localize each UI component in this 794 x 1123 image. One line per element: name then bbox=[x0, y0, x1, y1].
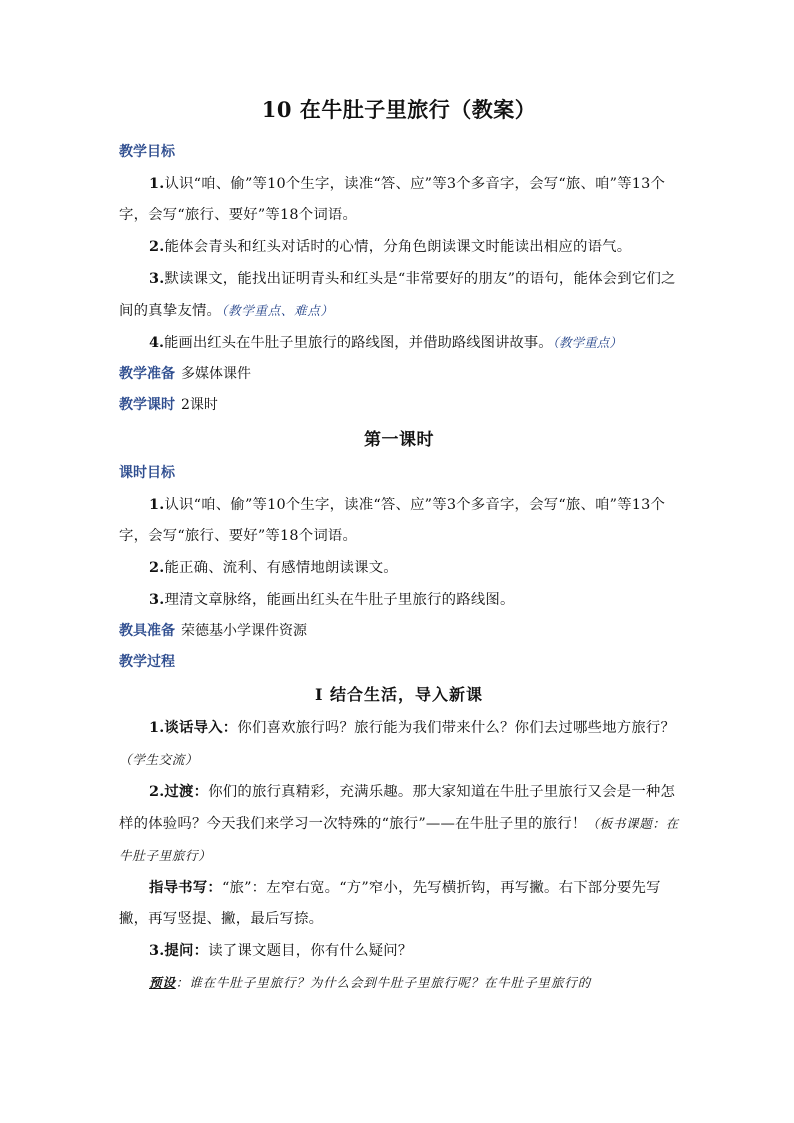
process-step-3-text: 读了课文题目，你有什么疑问？ bbox=[208, 943, 413, 959]
teaching-tools bbox=[119, 616, 679, 647]
process-writing-guide-label: 指导书写： bbox=[149, 879, 222, 896]
teaching-hours-label: 教学课时 bbox=[119, 397, 175, 413]
goal-item-3 bbox=[119, 263, 679, 327]
lesson-goal-1 bbox=[119, 489, 679, 552]
process-preset-label: 预设 bbox=[149, 975, 176, 990]
goal-item-3-text: 默读课文，能找出证明青头和红头是“非常要好的朋友”的语句，能体会到它们之间的真挚友情。 bbox=[119, 271, 676, 319]
goal-item-4 bbox=[119, 327, 679, 359]
goal-item-4-text: 能画出红头在牛肚子里旅行的路线图，并借助路线图讲故事。 bbox=[164, 335, 553, 351]
teaching-goals-heading: 教学目标 bbox=[119, 144, 175, 160]
goal-item-3-note: （教学重点、难点） bbox=[221, 303, 334, 318]
lesson-goal-3-number: 3. bbox=[149, 591, 165, 608]
document-page bbox=[119, 95, 679, 998]
document-title: 10 在牛肚子里旅行（教案） bbox=[261, 97, 537, 122]
process-step-1-label: 1.谈话导入： bbox=[149, 719, 238, 736]
lesson-goal-2 bbox=[119, 552, 679, 584]
goal-item-3-number: 3. bbox=[149, 270, 165, 287]
process-step-2-note: （板书课题：在牛肚子里旅行） bbox=[119, 816, 679, 863]
goal-item-4-number: 4. bbox=[149, 334, 165, 351]
goal-item-4-note: （教学重点） bbox=[552, 335, 622, 350]
section-1-title: Ⅰ 结合生活，导入新课 bbox=[314, 685, 484, 704]
process-preset-text: ：谁在牛肚子里旅行？为什么会到牛肚子里旅行呢？在牛肚子里旅行的 bbox=[175, 975, 592, 990]
process-writing-guide bbox=[119, 872, 679, 935]
teaching-prep bbox=[119, 359, 679, 390]
process-preset bbox=[119, 967, 679, 998]
process-writing-guide-text: “旅”：左窄右宽。“方”窄小，先写横折钩，再写撇。右下部分要先写撇，再写竖提、撇，最后写捺。 bbox=[119, 880, 661, 927]
lesson-goal-1-number: 1. bbox=[149, 496, 165, 513]
goal-item-2-number: 2. bbox=[149, 238, 165, 255]
process-step-1-text: 你们喜欢旅行吗？旅行能为我们带来什么？你们去过哪些地方旅行？ bbox=[237, 720, 676, 736]
goal-item-2-text: 能体会青头和红头对话时的心情，分角色朗读课文时能读出相应的语气。 bbox=[164, 239, 632, 255]
lesson-goal-2-text: 能正确、流利、有感情地朗读课文。 bbox=[164, 560, 398, 576]
goal-item-1 bbox=[119, 168, 679, 231]
teaching-prep-label: 教学准备 bbox=[119, 366, 175, 382]
teaching-prep-value: 多媒体课件 bbox=[181, 366, 251, 382]
process-step-2-label: 2.过渡： bbox=[149, 783, 209, 800]
process-step-2-text: 你们的旅行真精彩，充满乐趣。那大家知道在牛肚子里旅行又会是一种怎样的体验吗？今天我们来学习一次特殊的“旅行”——在牛肚子里的旅行！ bbox=[119, 784, 676, 832]
lesson-1-title: 第一课时 bbox=[364, 430, 434, 450]
teaching-process-heading: 教学过程 bbox=[119, 654, 175, 670]
lesson-goals-heading: 课时目标 bbox=[119, 465, 175, 481]
teaching-tools-value: 荣德基小学课件资源 bbox=[181, 623, 307, 639]
goal-item-1-text: 认识“咱、偷”等10个生字，读准“答、应”等3个多音字，会写“旅、咱”等13个字，会写“旅行、要好”等18个词语。 bbox=[119, 176, 666, 223]
goal-item-1-number: 1. bbox=[149, 175, 165, 192]
lesson-goal-3-text: 理清文章脉络，能画出红头在牛肚子里旅行的路线图。 bbox=[164, 592, 515, 608]
process-step-3 bbox=[119, 935, 679, 967]
process-step-1-note: （学生交流） bbox=[119, 752, 199, 767]
lesson-goal-2-number: 2. bbox=[149, 559, 165, 576]
teaching-tools-label: 教具准备 bbox=[119, 623, 175, 639]
process-step-3-label: 3.提问： bbox=[149, 942, 209, 959]
lesson-goal-1-text: 认识“咱、偷”等10个生字，读准“答、应”等3个多音字，会写“旅、咱”等13个字，会写“旅行、要好”等18个词语。 bbox=[119, 497, 666, 544]
teaching-hours bbox=[119, 390, 679, 421]
lesson-goal-3 bbox=[119, 584, 679, 616]
process-step-1 bbox=[119, 712, 679, 776]
goal-item-2 bbox=[119, 231, 679, 263]
process-step-2 bbox=[119, 776, 679, 872]
teaching-hours-value: 2课时 bbox=[181, 397, 218, 413]
